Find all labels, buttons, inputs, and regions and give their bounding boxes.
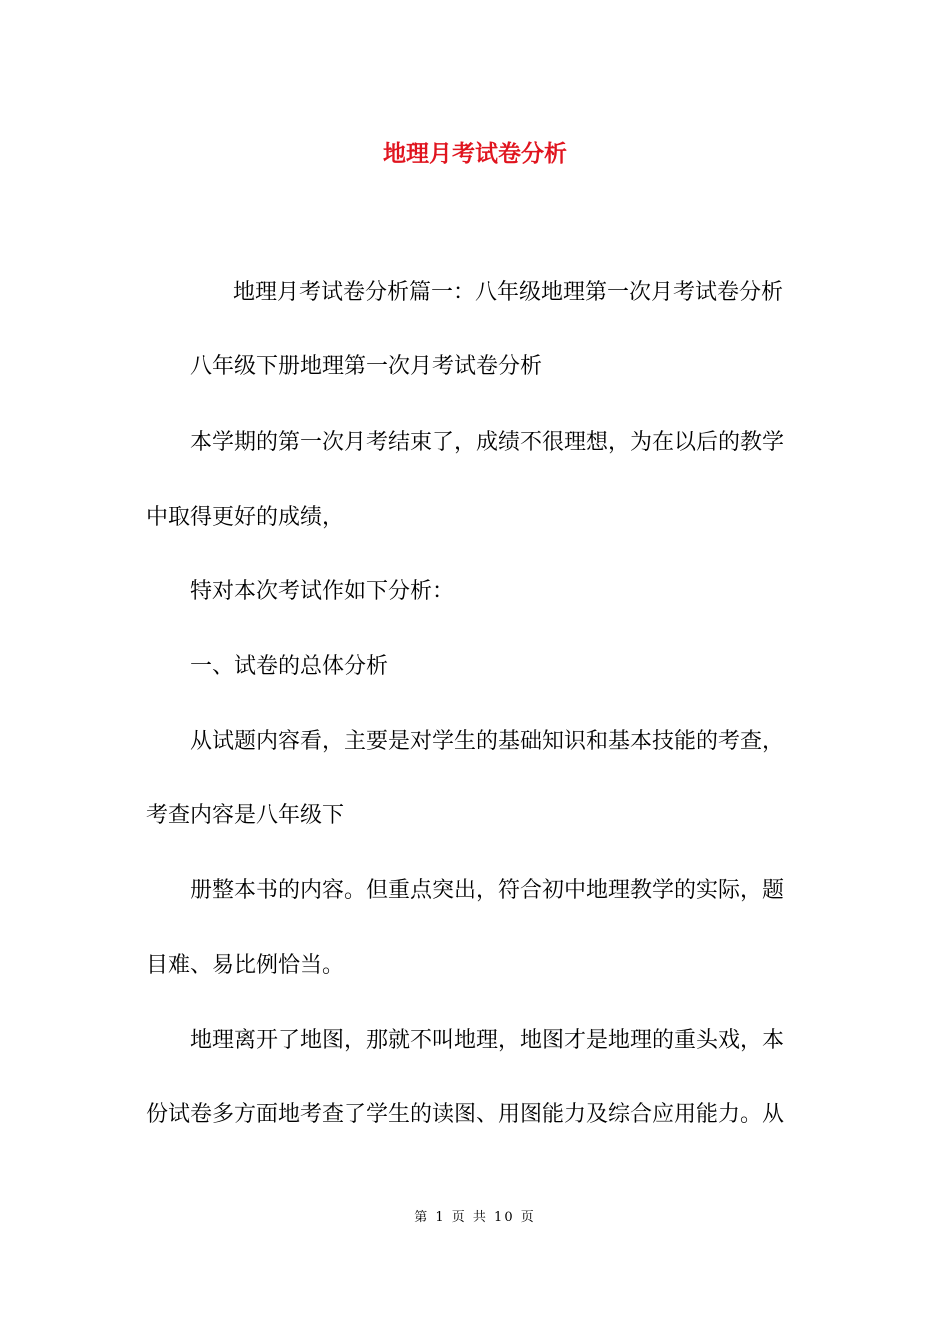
section-heading: 一、试卷的总体分析: [190, 654, 389, 679]
paragraph-line-9: 册整本书的内容。但重点突出，符合初中地理教学的实际，题: [190, 878, 785, 903]
paragraph-line-3: 本学期的第一次月考结束了，成绩不很理想，为在以后的教学: [190, 430, 785, 455]
paragraph-line-8: 考查内容是八年级下: [146, 803, 345, 828]
paragraph-line-11: 地理离开了地图，那就不叫地理，地图才是地理的重头戏，本: [190, 1028, 785, 1053]
document-title: 地理月考试卷分析: [383, 140, 567, 167]
paragraph-line-1: 地理月考试卷分析篇一：八年级地理第一次月考试卷分析: [233, 280, 784, 305]
paragraph-line-10: 目难、易比例恰当。: [146, 953, 345, 978]
paragraph-line-5: 特对本次考试作如下分析：: [190, 579, 455, 604]
paragraph-line-4: 中取得更好的成绩，: [146, 505, 345, 530]
paragraph-line-7: 从试题内容看，主要是对学生的基础知识和基本技能的考查，: [190, 729, 785, 754]
page-footer: 第 1 页 共 10 页: [414, 1210, 536, 1225]
paragraph-line-12: 份试卷多方面地考查了学生的读图、用图能力及综合应用能力。从: [146, 1102, 785, 1127]
paragraph-line-2: 八年级下册地理第一次月考试卷分析: [190, 354, 543, 379]
